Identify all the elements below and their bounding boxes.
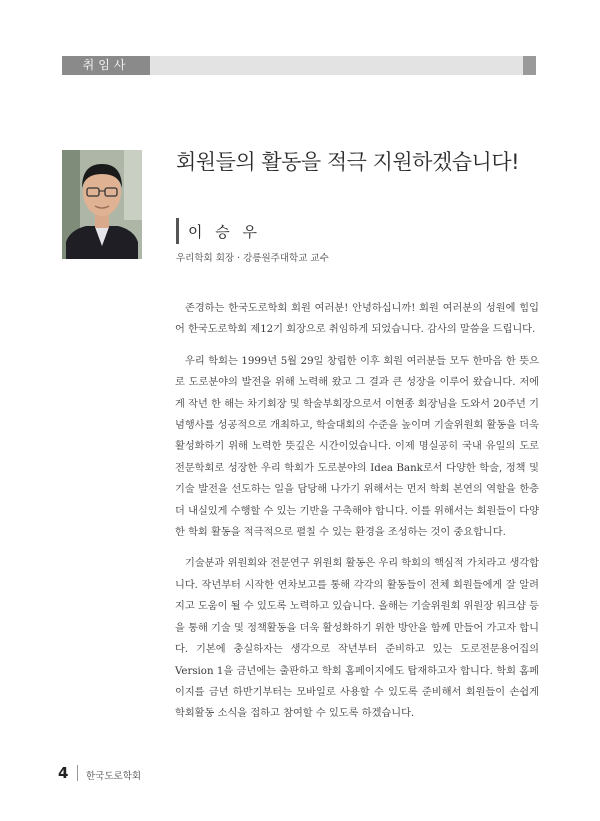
page-number: 4: [58, 764, 69, 782]
author-name: 이 승 우: [188, 223, 262, 241]
body-paragraph: 기술분과 위원회와 전문연구 위원회 활동은 우리 학회의 핵심적 가치라고 생각합니다. 작년부터 시작한 연차보고를 통해 각각의 활동들이 전체 회원들에게 잘 알려지고 도움이 될 수 있도록 노력하고 있습니다. 올해는 기술위원회 위원장 워크샵 등을 통해 기술 및 정책활동을 더욱 활성화하기 위한 방안을 함께 만들어 가고자 합니다. 기본에 충실하자는 생각으로 작년부터 준비하고 있는 도로전문용어집의 Version 1을 금년에는 출판하고 학회 홈페이지에도 탑재하고자 합니다. 학회 홈페이지를 금년 하반기부터는 모바일로 사용할 수 있도록 준비해서 회원들이 손쉽게 학회활동 소식을 접하고 참여할 수 있도록 하겠습니다.: [175, 558, 539, 720]
body-paragraph: 존경하는 한국도로학회 회원 여러분! 안녕하십니까! 회원 여러분의 성원에 힘입어 한국도로학회 제12기 회장으로 취임하게 되었습니다. 감사의 말씀을 드립니다.: [175, 303, 539, 336]
section-header-bar-end: [523, 56, 536, 75]
author-name-rule: [176, 218, 179, 244]
author-photo: [62, 150, 142, 259]
journal-name: 한국도로학회: [86, 771, 142, 782]
footer-divider: [77, 765, 78, 781]
author-affiliation: 우리학회 회장 · 강릉원주대학교 교수: [176, 253, 329, 264]
section-tag: 취임사: [62, 56, 150, 75]
article-body: [175, 298, 539, 735]
body-paragraph: 우리 학회는 1999년 5월 29일 창립한 이후 회원 여러분들 모두 한마음 한 뜻으로 도로분야의 발전을 위해 노력해 왔고 그 결과 큰 성장을 이루어 왔습니다. 저에게 작년 한 해는 차기회장 및 학술부회장으로서 이현종 회장님을 도와서 20주년 기념행사를 성공적으로 개최하고, 학술대회의 수준을 높이며 기술위원회 활동을 더욱 활성화하기 위해 노력한 뜻깊은 시간이었습니다. 이제 명실공히 국내 유일의 도로 전문학회로 성장한 우리 학회가 도로분야의 Idea Bank로서 다양한 학술, 정책 및 기술 발전을 선도하는 일을 담당해 나가기 위해서는 먼저 학회 본연의 역할을 한층 더 내실있게 수행할 수 있는 기반을 구축해야 합니다. 이를 위해서는 회원들이 다양한 학회 활동을 적극적으로 펼칠 수 있는 환경을 조성하는 것이 중요합니다.: [175, 355, 540, 539]
article-headline: 회원들의 활동을 적극 지원하겠습니다!: [176, 150, 520, 174]
